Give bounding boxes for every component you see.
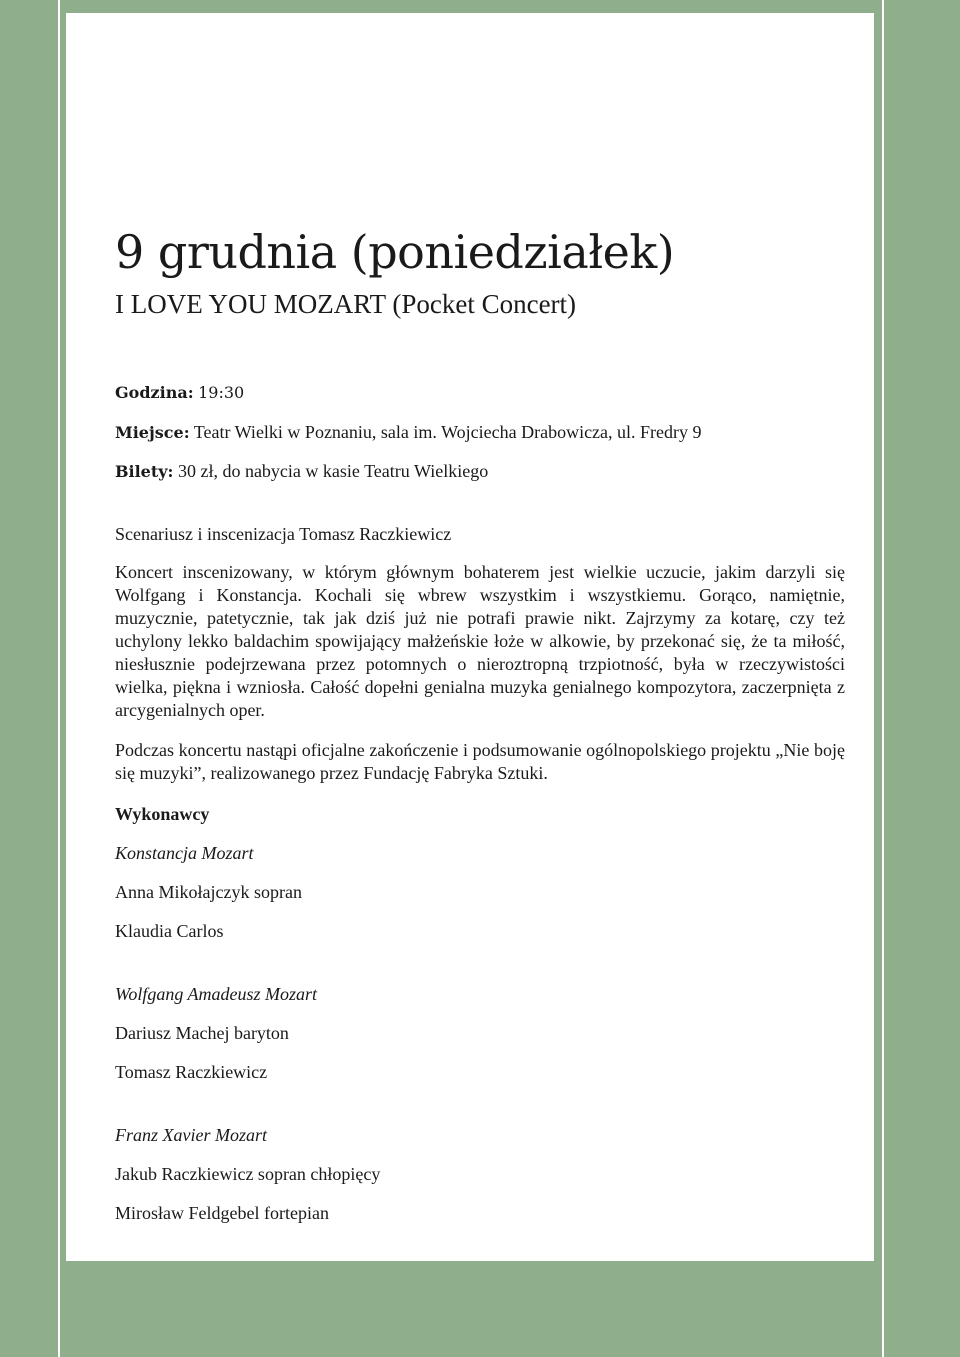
place-value: Teatr Wielki w Poznaniu, sala im. Wojciecha Drabowicza, ul. Fredry 9: [193, 422, 702, 442]
performer-name: Mirosław Feldgebel fortepian: [115, 1203, 329, 1223]
role-name: Konstancja Mozart: [115, 843, 254, 863]
tickets-line: [115, 459, 845, 484]
role-name: Franz Xavier Mozart: [115, 1125, 267, 1145]
time-line: [115, 380, 845, 405]
title-block: [115, 220, 845, 324]
closing-paragraph: Podczas koncertu nastąpi oficjalne zakończenie i podsumowanie ogólnopolskiego projektu „Nie boję się muzyki”, realizowanego przez Fundację Fabryka Sztuki.: [115, 740, 845, 783]
top-frame-border: [66, 0, 874, 13]
time-value: 19:30: [198, 383, 245, 402]
right-frame-border: [874, 0, 960, 1357]
event-title: I LOVE YOU MOZART (Pocket Concert): [115, 289, 577, 319]
place-label: Miejsce:: [115, 423, 190, 442]
performer-name: Klaudia Carlos: [115, 921, 224, 941]
description-paragraph: Koncert inscenizowany, w którym głównym bohaterem jest wielkie uczucie, jakim darzyli się Wolfgang i Konstancja. Kochali się wbrew wszystkim i wszystkiemu. Gorąco, namiętnie, muzycznie, patetycznie, tak jak dziś już nie potrafi prawie nikt. Zajrzymy za kotarę, czy też uchylony lekko baldachim spowijający małżeńskie łoże w alkowie, by przekonać się, że ta miłość, niesłusznie podejrzewana przez potomnych o nieroztropną trzpiotność, była w rzeczywistości wielka, piękna i wzniosła. Całość dopełni genialna muzyka genialnego kompozytora, zaczerpnięta z arcygenialnych oper.: [115, 562, 845, 720]
left-frame-border: [0, 0, 66, 1357]
time-label: Godzina:: [115, 383, 194, 402]
tickets-value: 30 zł, do nabycia w kasie Teatru Wielkiego: [177, 461, 489, 481]
performer-name: Dariusz Machej baryton: [115, 1023, 289, 1043]
performer-name: Tomasz Raczkiewicz: [115, 1062, 268, 1082]
place-line: [115, 420, 845, 445]
bottom-frame-border: [66, 1261, 874, 1357]
role-name: Wolfgang Amadeusz Mozart: [115, 984, 318, 1004]
performers-heading: Wykonawcy: [115, 804, 210, 824]
tickets-label: Bilety:: [115, 462, 174, 481]
performer-name: Anna Mikołajczyk sopran: [115, 882, 302, 902]
event-date: 9 grudnia (poniedziałek): [115, 225, 675, 279]
credits-line: Scenariusz i inscenizacja Tomasz Raczkiewicz: [115, 524, 452, 544]
performer-name: Jakub Raczkiewicz sopran chłopięcy: [115, 1164, 381, 1184]
